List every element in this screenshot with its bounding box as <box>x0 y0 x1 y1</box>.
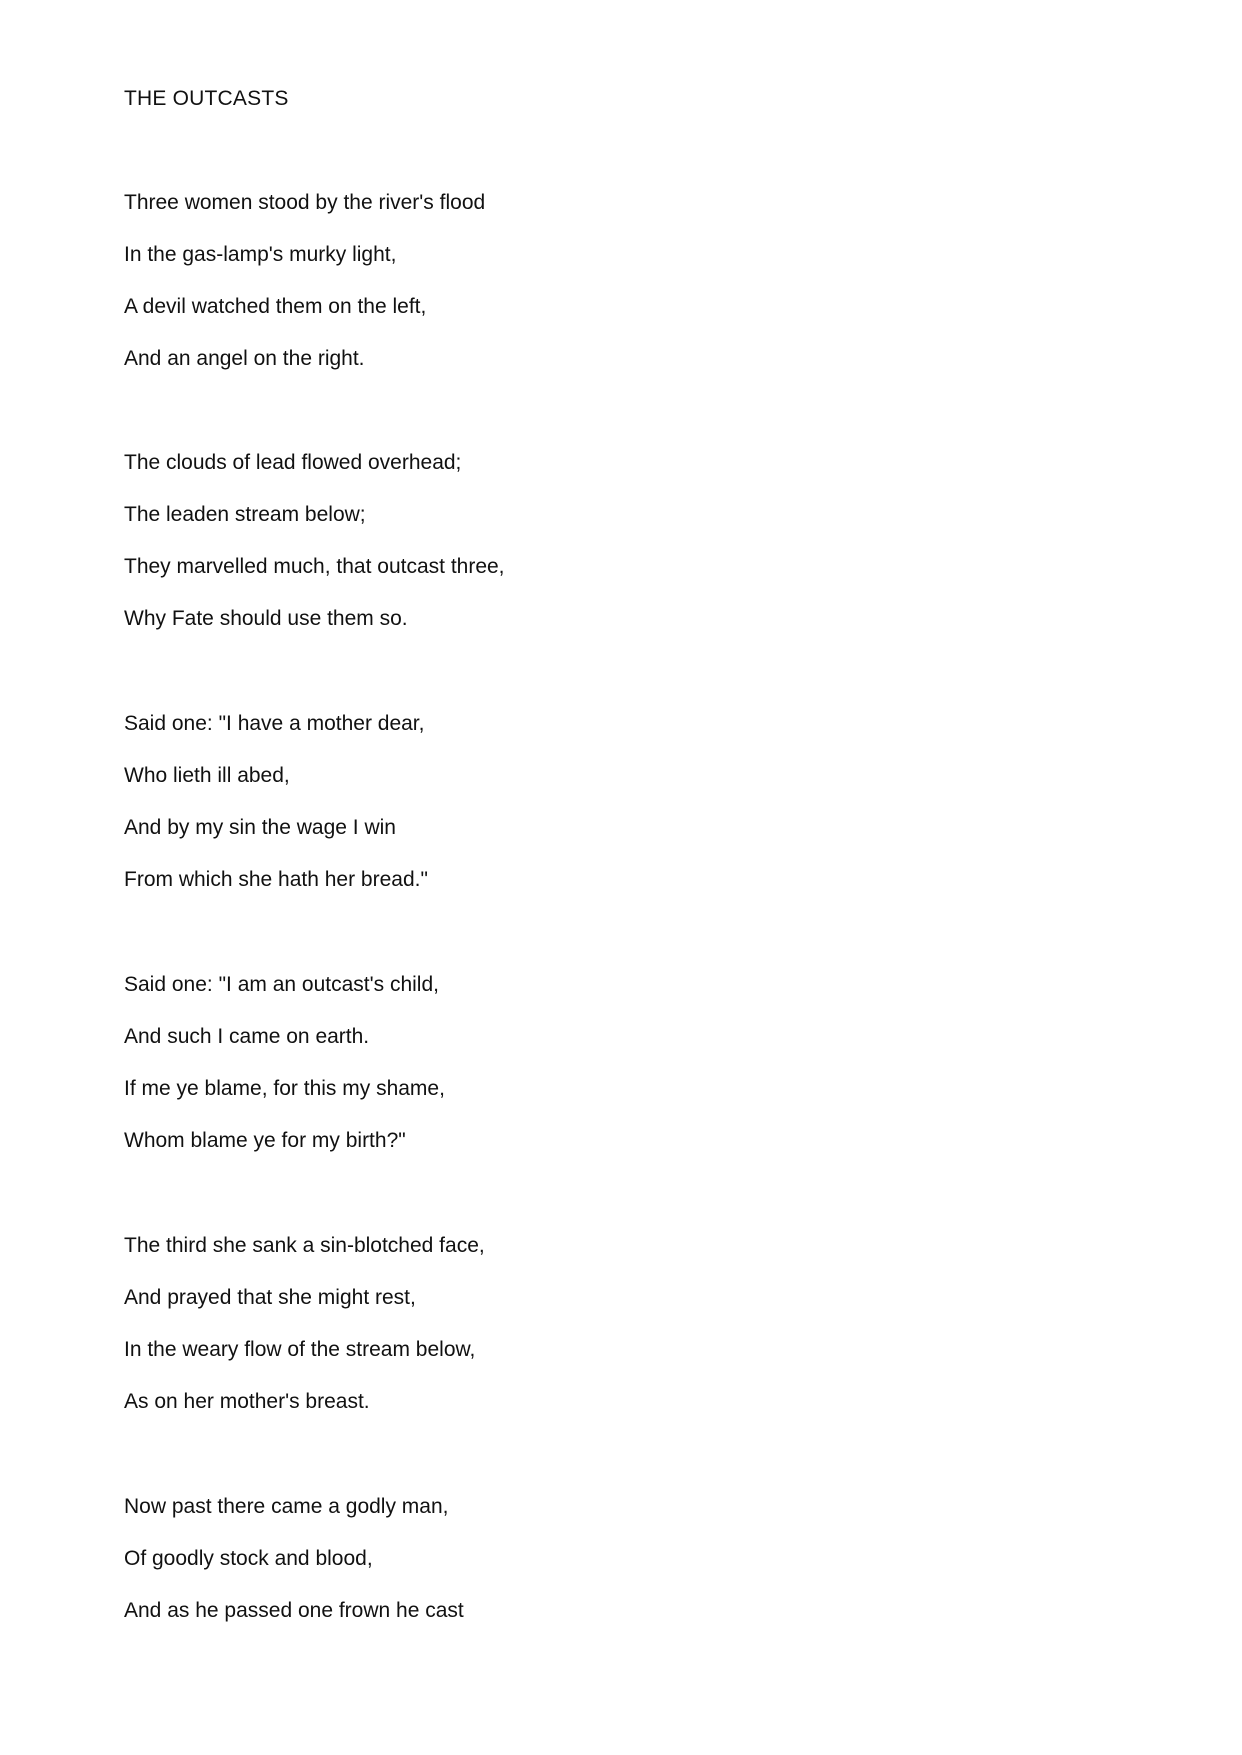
poem-line: And prayed that she might rest, <box>124 1286 416 1309</box>
poem-line: And as he passed one frown he cast <box>124 1599 464 1622</box>
poem-line: The third she sank a sin-blotched face, <box>124 1234 485 1257</box>
poem-line: Of goodly stock and blood, <box>124 1547 373 1570</box>
poem-line: They marvelled much, that outcast three, <box>124 555 505 578</box>
poem-line: Said one: "I am an outcast's child, <box>124 973 439 996</box>
poem-line: In the gas-lamp's murky light, <box>124 243 397 266</box>
poem-line: And by my sin the wage I win <box>124 816 396 839</box>
poem-title: THE OUTCASTS <box>124 87 289 110</box>
poem-line: If me ye blame, for this my shame, <box>124 1077 445 1100</box>
poem-line: Said one: "I have a mother dear, <box>124 712 425 735</box>
poem-line: As on her mother's breast. <box>124 1390 370 1413</box>
poem-line: And an angel on the right. <box>124 347 365 370</box>
poem-line: And such I came on earth. <box>124 1025 370 1048</box>
poem-line: A devil watched them on the left, <box>124 295 427 318</box>
poem-line: Now past there came a godly man, <box>124 1495 449 1518</box>
poem-line: Three women stood by the river's flood <box>124 191 486 214</box>
poem-line: In the weary flow of the stream below, <box>124 1338 476 1361</box>
poem-line: Whom blame ye for my birth?" <box>124 1129 406 1152</box>
poem-line: The leaden stream below; <box>124 503 366 526</box>
poem-line: Why Fate should use them so. <box>124 607 408 630</box>
poem-line: The clouds of lead flowed overhead; <box>124 451 462 474</box>
poem-line: From which she hath her bread." <box>124 868 428 891</box>
poem-line: Who lieth ill abed, <box>124 764 290 787</box>
